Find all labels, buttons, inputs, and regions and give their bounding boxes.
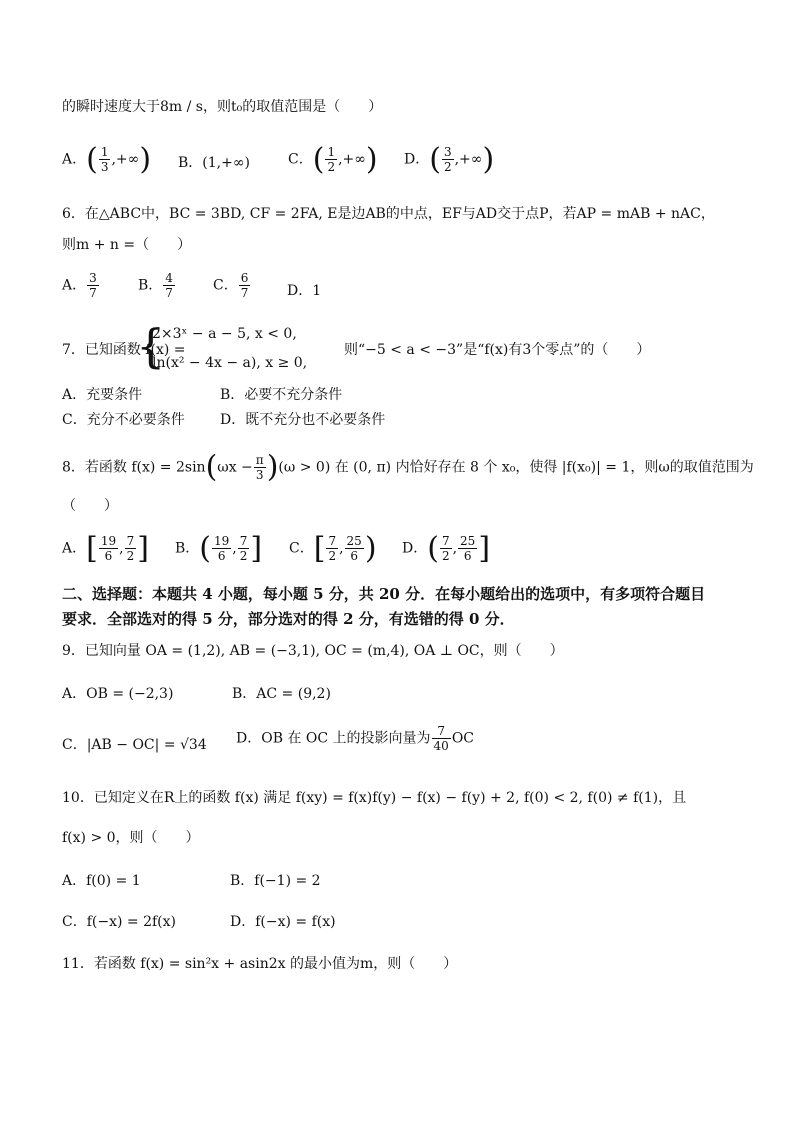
q6-options [62, 271, 462, 311]
q5-option-c: C．( $\frac{1}{2}$ ,+∞) [288, 142, 378, 177]
q5-options [62, 142, 742, 182]
q6-option-d: D．1 [287, 283, 322, 299]
q9-option-d: D．OB 在 OC 上的投影向量为 $\frac{7}{40}$ OC [236, 724, 475, 753]
q6-option-c: C． $\frac{6}{7}$ [213, 271, 249, 300]
q7-tail: 则“−5 < a < −3”是“f(x)有3个零点”的（ ） [344, 342, 651, 358]
q7-option-c: C．充分不必要条件 [62, 412, 185, 428]
q7-option-a: A．充要条件 [62, 387, 143, 403]
q5-stem: 的瞬时速度大于8m / s，则t₀的取值范围是（ ） [62, 99, 383, 115]
q8-line2: （ ） [62, 498, 118, 514]
q9-stem: 9．已知向量 OA = (1,2), AB = (−3,1), OC = (m,4), OA ⊥ OC，则（ ） [62, 643, 564, 659]
q7-option-d: D．既不充分也不必要条件 [220, 412, 386, 428]
q7-lead: 7．已知函数 f(x) = [62, 342, 186, 358]
q6-line1: 6．在△ABC中，BC = 3BD, CF = 2FA, E是边AB的中点，EF与AD交于点P，若AP = mAB + nAC， [62, 206, 715, 222]
q10-option-d: D．f(−x) = f(x) [230, 914, 336, 930]
q7-brace: { [136, 319, 166, 373]
q8-option-d: D．( $\frac{7}{2}$ , $\frac{25}{6}$ ] [402, 531, 491, 566]
q8-option-c: C．[ $\frac{7}{2}$ , $\frac{25}{6}$ ) [289, 531, 377, 566]
q9-option-b: B．AC = (9,2) [232, 686, 331, 702]
q8-line1: 8．若函数 f(x) = 2sin(ωx − $\frac{\pi}{3}$ )(ω > 0) 在 (0, π) 内恰好存在 8 个 x₀，使得 |f(x₀)| = 1，则ω的取值范围为 [62, 449, 754, 485]
q10-option-a: A．f(0) = 1 [62, 873, 141, 889]
section2-line2: 要求．全部选对的得 5 分，部分选对的得 2 分，有选错的得 0 分． [62, 610, 515, 628]
q9-option-a: A．OB = (−2,3) [62, 686, 174, 702]
q5-option-a: A．( $\frac{1}{3}$ ,+∞) [62, 142, 152, 177]
q7-case1: 2×3ˣ − a − 5, x < 0, [152, 326, 297, 342]
q5-option-d: D．( $\frac{3}{2}$ ,+∞) [404, 142, 495, 177]
q7-case2: ln(x² − 4x − a), x ≥ 0, [152, 355, 308, 371]
q10-option-b: B．f(−1) = 2 [230, 873, 321, 889]
section2-line1: 二、选择题：本题共 4 小题，每小题 5 分，共 20 分．在每小题给出的选项中，有多项符合题目 [62, 585, 706, 603]
q6-line2: 则m + n =（ ） [62, 237, 192, 253]
q5-option-b: B．(1,+∞) [178, 155, 250, 171]
q6-option-b: B． $\frac{4}{7}$ [138, 271, 173, 300]
q11-stem: 11．若函数 f(x) = sin²x + asin2x 的最小值为m，则（ ） [62, 956, 458, 972]
q10-option-c: C．f(−x) = 2f(x) [62, 914, 176, 930]
q8-option-a: A．[ $\frac{19}{6}$ , $\frac{7}{2}$ ] [62, 531, 149, 566]
q8-option-b: B．( $\frac{19}{6}$ , $\frac{7}{2}$ ] [175, 531, 263, 566]
q9-option-c: C．|AB − OC| = √34 [62, 737, 207, 753]
q6-option-a: A． $\frac{3}{7}$ [62, 271, 97, 300]
q10-line1: 10．已知定义在R上的函数 f(x) 满足 f(xy) = f(x)f(y) − f(x) − f(y) + 2, f(0) < 2, f(0) ≠ f(1)，且 [62, 790, 687, 806]
q10-line2: f(x) > 0，则（ ） [62, 830, 200, 846]
q7-option-b: B．必要不充分条件 [220, 387, 343, 403]
q8-options [62, 531, 562, 571]
